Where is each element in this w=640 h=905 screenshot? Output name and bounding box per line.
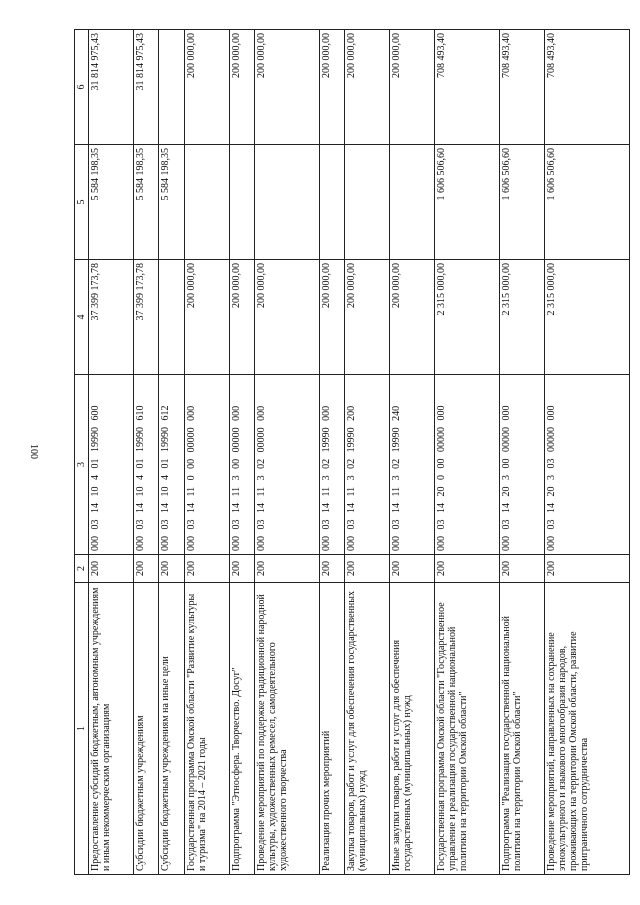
- admin-code: 200: [319, 555, 344, 583]
- admin-code: 200: [390, 555, 435, 583]
- classification-code: 000 03 14 10 4 01 19990 600: [89, 375, 134, 555]
- admin-code: 200: [159, 555, 184, 583]
- table-row: [134, 30, 159, 875]
- admin-code: 200: [345, 555, 390, 583]
- admin-code: 200: [184, 555, 229, 583]
- row-name: Закупка товаров, работ и услуг для обеспечения государственных (муниципальных) нужд: [345, 583, 390, 875]
- amount-col6: 200 000,00: [254, 30, 319, 145]
- budget-table: [74, 29, 630, 875]
- classification-code: 000 03 14 10 4 01 19990 610: [134, 375, 159, 555]
- amount-col5: 1 606 506,60: [435, 145, 500, 260]
- amount-col5: 5 584 198,35: [134, 145, 159, 260]
- classification-code: 000 03 14 10 4 01 19990 612: [159, 375, 184, 555]
- amount-col4: 200 000,00: [345, 260, 390, 375]
- amount-col4: [159, 260, 184, 375]
- amount-col6: 200 000,00: [319, 30, 344, 145]
- classification-code: 000 03 14 11 3 02 19990 000: [319, 375, 344, 555]
- row-name: Государственная программа Омской области "Развитие культуры и туризма" на 2014 – 2021 годы: [184, 583, 229, 875]
- classification-code: 000 03 14 11 3 00 00000 000: [229, 375, 254, 555]
- column-header: 1: [75, 583, 89, 875]
- amount-col6: [159, 30, 184, 145]
- classification-code: 000 03 14 11 0 00 00000 000: [184, 375, 229, 555]
- amount-col6: 708 493,40: [545, 30, 630, 145]
- admin-code: 200: [545, 555, 630, 583]
- classification-code: 000 03 14 20 3 03 00000 000: [545, 375, 630, 555]
- admin-code: 200: [134, 555, 159, 583]
- column-header: 2: [75, 555, 89, 583]
- amount-col4: 2 315 000,00: [435, 260, 500, 375]
- row-name: Субсидии бюджетным учреждениям: [134, 583, 159, 875]
- amount-col5: [254, 145, 319, 260]
- table-row: [184, 30, 229, 875]
- admin-code: 200: [254, 555, 319, 583]
- row-name: Предоставление субсидий бюджетным, автономным учреждениям и иным некоммерческим организациям: [89, 583, 134, 875]
- row-name: Проведение мероприятий по поддержке традиционной народной культуры, художественных ремесел, самодеятельного художественного творчества: [254, 583, 319, 875]
- amount-col6: 200 000,00: [229, 30, 254, 145]
- page-number: 100: [28, 444, 39, 459]
- table-row: [345, 30, 390, 875]
- amount-col5: 1 606 506,60: [500, 145, 545, 260]
- admin-code: 200: [229, 555, 254, 583]
- table-row: [159, 30, 184, 875]
- amount-col5: 5 584 198,35: [159, 145, 184, 260]
- row-name: Подпрограмма "Этносфера. Творчество. Досуг": [229, 583, 254, 875]
- admin-code: 200: [500, 555, 545, 583]
- column-header: 3: [75, 375, 89, 555]
- amount-col5: [345, 145, 390, 260]
- amount-col6: 31 814 975,43: [134, 30, 159, 145]
- column-header: 4: [75, 260, 89, 375]
- admin-code: 200: [89, 555, 134, 583]
- table-row: [254, 30, 319, 875]
- table-row: [319, 30, 344, 875]
- column-header: 5: [75, 145, 89, 260]
- amount-col4: 37 399 173,78: [89, 260, 134, 375]
- table-row: [500, 30, 545, 875]
- table-row: [229, 30, 254, 875]
- amount-col6: 708 493,40: [500, 30, 545, 145]
- row-name: Подпрограмма "Реализация государственной национальной политики на территории Омской области": [500, 583, 545, 875]
- amount-col5: [390, 145, 435, 260]
- table-row: [545, 30, 630, 875]
- column-header: 6: [75, 30, 89, 145]
- classification-code: 000 03 14 11 3 02 19990 240: [390, 375, 435, 555]
- amount-col4: 2 315 000,00: [500, 260, 545, 375]
- header-row: [75, 30, 89, 875]
- row-name: Иные закупки товаров, работ и услуг для обеспечения государственных (муниципальных) нужд: [390, 583, 435, 875]
- table-row: [435, 30, 500, 875]
- table-row: [89, 30, 134, 875]
- amount-col6: 200 000,00: [345, 30, 390, 145]
- row-name: Государственная программа Омской области "Государственное управление и реализация государственной национальной политики на территории Омской области": [435, 583, 500, 875]
- classification-code: 000 03 14 11 3 02 19990 200: [345, 375, 390, 555]
- amount-col5: [184, 145, 229, 260]
- row-name: Субсидии бюджетным учреждениям на иные цели: [159, 583, 184, 875]
- classification-code: 000 03 14 20 0 00 00000 000: [435, 375, 500, 555]
- amount-col4: 37 399 173,78: [134, 260, 159, 375]
- amount-col6: 200 000,00: [184, 30, 229, 145]
- amount-col5: 1 606 506,60: [545, 145, 630, 260]
- classification-code: 000 03 14 11 3 02 00000 000: [254, 375, 319, 555]
- rotated-page: [74, 30, 630, 875]
- amount-col4: 200 000,00: [254, 260, 319, 375]
- amount-col5: 5 584 198,35: [89, 145, 134, 260]
- amount-col4: 200 000,00: [229, 260, 254, 375]
- amount-col6: 31 814 975,43: [89, 30, 134, 145]
- row-name: Реализация прочих мероприятий: [319, 583, 344, 875]
- amount-col4: 2 315 000,00: [545, 260, 630, 375]
- amount-col6: 708 493,40: [435, 30, 500, 145]
- admin-code: 200: [435, 555, 500, 583]
- amount-col4: 200 000,00: [184, 260, 229, 375]
- amount-col6: 200 000,00: [390, 30, 435, 145]
- amount-col5: [319, 145, 344, 260]
- classification-code: 000 03 14 20 3 00 00000 000: [500, 375, 545, 555]
- amount-col4: 200 000,00: [390, 260, 435, 375]
- amount-col5: [229, 145, 254, 260]
- amount-col4: 200 000,00: [319, 260, 344, 375]
- row-name: Проведение мероприятий, направленных на сохранение этнокультурного и языкового многообразия народов, проживающих на территории Омской области, развитие приграничного сотрудничества: [545, 583, 630, 875]
- table-row: [390, 30, 435, 875]
